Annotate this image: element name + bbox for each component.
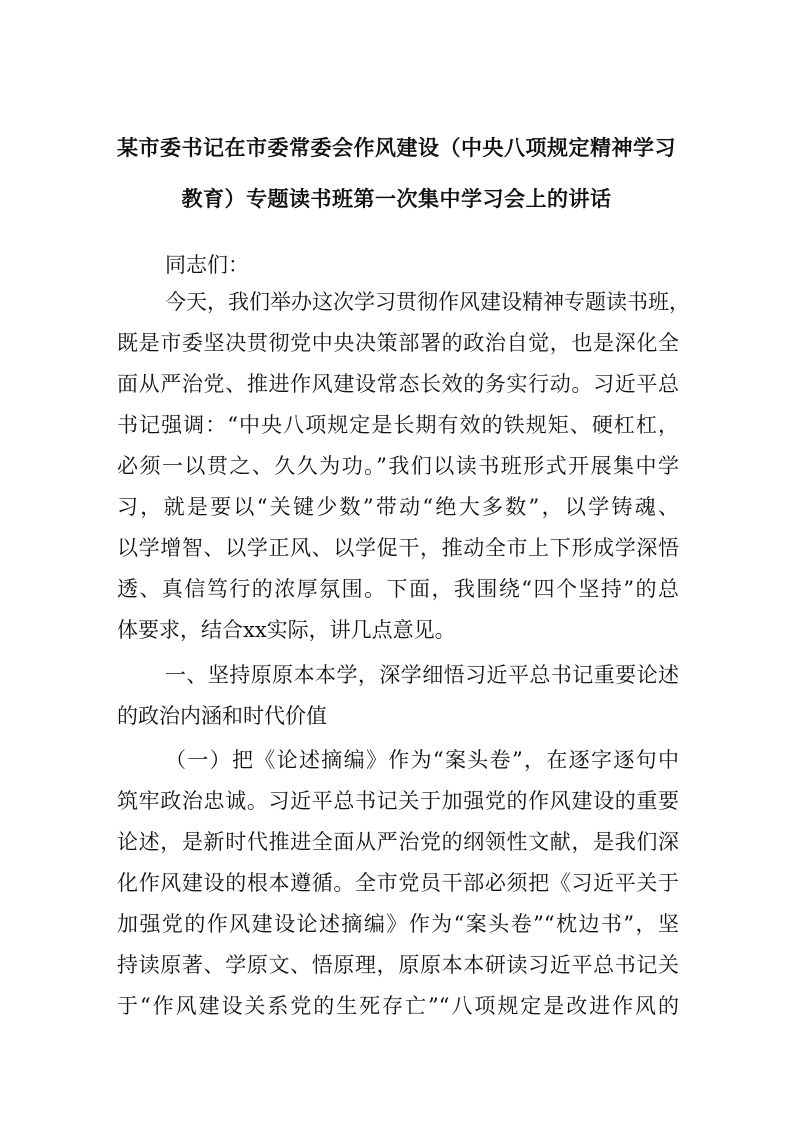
salutation: 同志们： bbox=[165, 253, 249, 277]
paragraph-line: 于“作风建设关系党的生死存亡”“八项规定是改进作风的 bbox=[117, 994, 679, 1018]
paragraph-line: 透、真信笃行的浓厚氛围。下面，我围绕“四个坚持”的总 bbox=[117, 577, 679, 601]
paragraph-line: 习，就是要以“关键少数”带动“绝大多数”，以学铸魂、 bbox=[117, 495, 679, 519]
paragraph-line: （一）把《论述摘编》作为“案头卷”，在逐字逐句中 bbox=[165, 748, 679, 772]
paragraph-line: 化作风建设的根本遵循。全市党员干部必须把《习近平关于 bbox=[117, 871, 679, 895]
title-line-1: 某市委书记在市委常委会作风建设（中央八项规定精神学习 bbox=[117, 136, 676, 160]
paragraph-line: 今天，我们举办这次学习贯彻作风建设精神专题读书班， bbox=[165, 290, 690, 314]
title-line-2: 教育）专题读书班第一次集中学习会上的讲话 bbox=[181, 187, 612, 211]
paragraph-line: 体要求，结合xx实际，讲几点意见。 bbox=[117, 618, 456, 642]
section-heading-line: 的政治内涵和时代价值 bbox=[117, 704, 327, 728]
paragraph-line: 筑牢政治忠诚。习近平总书记关于加强党的作风建设的重要 bbox=[117, 789, 679, 813]
paragraph-line: 加强党的作风建设论述摘编》作为“案头卷”“枕边书”，坚 bbox=[117, 912, 679, 936]
paragraph-line: 必须一以贯之、久久为功。”我们以读书班形式开展集中学 bbox=[117, 454, 679, 478]
paragraph-line: 既是市委坚决贯彻党中央决策部署的政治自觉，也是深化全 bbox=[117, 331, 679, 355]
paragraph-line: 面从严治党、推进作风建设常态长效的务实行动。习近平总 bbox=[117, 372, 679, 396]
paragraph-line: 论述，是新时代推进全面从严治党的纲领性文献，是我们深 bbox=[117, 830, 679, 854]
paragraph-line: 以学增智、以学正风、以学促干，推动全市上下形成学深悟 bbox=[117, 536, 679, 560]
section-heading-line: 一、坚持原原本本学，深学细悟习近平总书记重要论述 bbox=[165, 663, 679, 687]
paragraph-line: 持读原著、学原文、悟原理，原原本本研读习近平总书记关 bbox=[117, 953, 679, 977]
paragraph-line: 书记强调：“中央八项规定是长期有效的铁规矩、硬杠杠， bbox=[117, 413, 679, 437]
